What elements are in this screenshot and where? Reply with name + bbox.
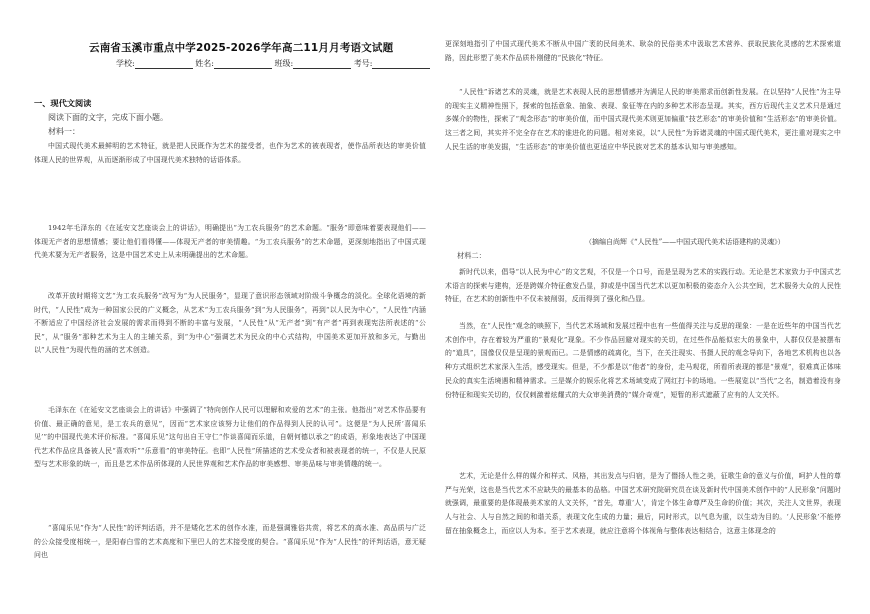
exam-title: 云南省玉溪市重点中学2025-2026学年高二11月月考语文试题 <box>89 42 394 54</box>
right-paragraph-4: 当然，在“人民性”观念的映照下，当代艺术场域和发展过程中也有一些值得关注与反思的现象：一是在近些年的中国当代艺术创作中，存在着较为严重的“景观化”现象。不少作品回避对现实的关切，在过些作品能似宏大的景象中，人群仅仅是被摆布的“道具”，国像仅仅是呈现的景观而已。二是情感的疏离化，当下，在关注现实、书摄人民的观念导向下，各地艺术机构也以各种方式组织艺术家深入生活，感受现实。但是，不少都是以“他者”的身份，走马观花，所看所表现的都是“景观”，很难真正体味民众的真实生活境遇和精神需求。三是媒介的娱乐化将艺术场域变成了网红打卡的场地。一些展览以“当代”之名，制造着没有身份特征和现实关切的，仅仅刺激着炫耀式的大众审美消费的“媒介奇观”，短暂的形式遮蔽了应有的人文关怀。 <box>445 322 841 399</box>
name-label: 姓名: <box>195 59 214 68</box>
school-blank[interactable] <box>135 59 193 69</box>
instruction: 阅读下面的文字，完成下面小题。 <box>48 113 168 122</box>
material-two-label: 材料二： <box>457 251 486 260</box>
material-one-label: 材料一： <box>48 127 80 136</box>
section-heading: 一、现代文阅读 <box>34 98 92 108</box>
paragraph-3: 改革开放时期将文艺“为工农兵服务”改写为“为人民服务”，显现了意识形态领域对阶级斗争概念的淡化。全球化语境的新时代，“人民性”成为一种国家公民的广义概念，从艺术“为工农兵服务”到“为人民服务”，再到“以人民为中心”，“人民性”内涵不断适应了中国经济社会发展的需求而得到不断的丰富与发展，“人民性”从“无产者”到“有产者”再到表现宪法所表述的“公民”，从“服务”那种艺术为主人的主辅关系，到“为中心”强调艺术为民众的中心式结构，中国美术更加开放和多元，与勤出以“人民性”为现代性的涵的艺术创造。 <box>34 292 426 355</box>
right-paragraph-1: 更深刻地指引了中国式现代美术不断从中国广袤的民间美术、耿杂的民俗美术中汲取艺术营养、获取民族化灵感的艺术探索道路，因此形塑了美术作品质朴刚健的“民族化”特征。 <box>445 40 841 62</box>
paragraph-5: “喜闻乐见”作为“人民性”的评判话语，并不是矮化艺术的创作水准，而是强调雅俗共赏，将艺术的高水准、高品质与广泛的公众接受度相统一，是阳春白雪的艺术高度和下里巴人的艺术接受度的契合。“喜闻乐见”作为“人民性”的评判话语，意无疑问也 <box>34 524 426 560</box>
paragraph-2: 1942年毛泽东的《在延安文艺座谈会上的讲话》，明确提出“为工农兵服务”的艺术命题。“服务”即意味着要表现他们——体现无产者的思想情感；要让他们看得懂——体现无产者的审美情趣。“为工农兵服务”的艺术命题，更深刻地指出了中国式现代美术要为无产者服务，这是中国艺术史上从未明确提出的艺术命题。 <box>34 224 426 260</box>
name-blank[interactable] <box>214 59 272 69</box>
paragraph-4: 毛泽东在《在延安文艺座谈会上的讲话》中强调了“特向创作人民可以理解和欢爱的艺术”的主张。他指出“对艺术作品要有价值、最正确的意见，是工农兵的意见”，因而“艺术家应该努力让他们的作品得到人民的认可”。这便是“为人民所‘喜闻乐见’”的中国现代美术评价标准。“喜闻乐见”这句出自王守仁“作谈喜闻而乐道，自朝何德以承之”的成语，形象地表达了中国现代艺术作品应具备被人民“喜欢听”“乐意看”的审美特征。也即“人民性”所描述的艺术受众者和被表现者的统一，不仅是人民原型与艺术形象的统一，而且是艺术作品所体现的人民世界观和艺术作品的审美感想、审美品味与审美情趣的统一。 <box>34 406 426 469</box>
school-label: 学校: <box>116 59 135 68</box>
paragraph-1: 中国式现代美术最鲜明的艺术特征，就是把人民既作为艺术的接受者，也作为艺术的被表现者，使作品所表达的审美价值体现人民的世界观，从而逐渐形成了中国现代美术独特的话语体系。 <box>34 142 426 164</box>
right-paragraph-2: “人民性”诉诸艺术的灵魂，就是艺术表现人民的思想情感并为满足人民的审美需求而创新性发展。在以坚持“人民性”为主导的现实主义精神性照下，探索的包括意象、抽象、表现、象征等在内的多种艺术形态呈现。其实，西方后现代主义艺术只是通过多媒介的物性，探索了“观念形态”的审美价值，而中国式现代美术则更加偏重“技艺形态”的审美价值和“生活形态”的审美价值。这三者之间，其实并不完全存在艺术的谁进化的问题。相对来说，以“人民性”为诉诸灵魂的中国式现代美术，更注重对现实之中人民生活的审美发掘，“生活形态”的审美价值也更适应中华民族对艺术的基本认知与审美感知。 <box>445 88 841 151</box>
class-blank[interactable] <box>293 59 351 69</box>
class-label: 班级: <box>274 59 294 68</box>
citation: （摘编自尚辉《“人民性”——中国式现代美术话语建构的灵魂》） <box>585 238 785 246</box>
student-info-line <box>116 58 430 69</box>
right-paragraph-5: 艺术，无论是什么样的媒介和样式、风格，其出发点与归宿，是为了僭扬人性之美，征歌生命的意义与价值，呵护人性的尊严与光荣，这也是当代艺术不应缺失的最基本的品格。中国艺术研究院研究员在谈及新时代中国美术创作中的“人民形象”问题时就强调，最重要的是体现最美术家的人文关怀，“首先，尊重‘人’，肯定个体生命尊严及生命的价值；其次，关注人文世界，表现人与社会、人与自然之间的和谐关系，表现文化生成的力量；最后，同时形式，以气息为重，以生动为目的。‘人民形象’不能停留在抽象概念上，而应以人为本。至于艺术表现，就应注意将个体视角与整体表达相结合，这意主体现念的 <box>445 472 841 535</box>
exam-no-blank[interactable] <box>372 59 430 69</box>
right-paragraph-3: 新时代以来，倡导“以人民为中心”的文艺观，不仅是一个口号，而是呈现为艺术的实践行动。无论是艺术家致力于中国式艺术语言的探索与建构，还是跨媒介特征愈发凸显，抑或是中国当代艺术以更加积极的姿态介入公共空间，艺术服务大众的人民性特征，在艺术的创新性中不仅未被削弱，反而得到了强化和凸显。 <box>445 268 841 304</box>
exam-no-label: 考号: <box>353 59 373 68</box>
